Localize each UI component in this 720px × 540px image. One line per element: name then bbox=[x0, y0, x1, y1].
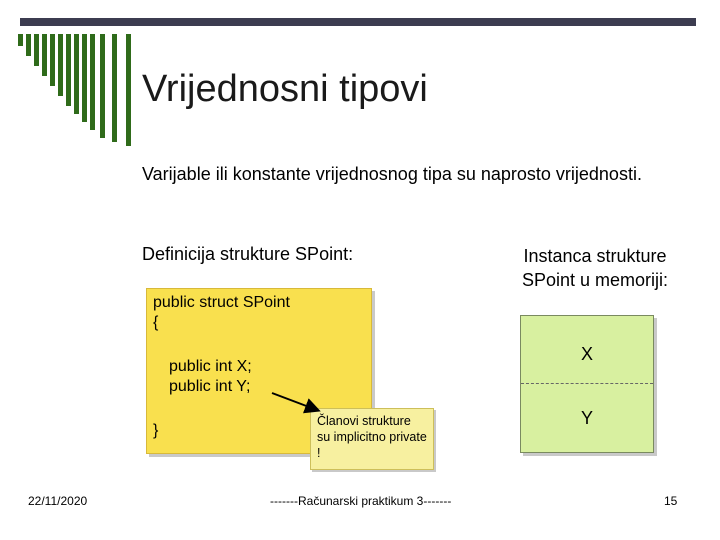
memory-divider bbox=[521, 383, 653, 384]
code-line-field-y: public int Y; bbox=[169, 378, 251, 395]
memory-field-x: X bbox=[580, 344, 593, 364]
definition-label: Definicija strukture SPoint: bbox=[142, 244, 354, 264]
page-number: 15 bbox=[664, 494, 678, 508]
top-bar bbox=[20, 18, 696, 26]
memory-instance-box bbox=[520, 315, 654, 453]
intro-text: Varijable ili konstante vrijednosnog tipa su naprosto vrijednosti. bbox=[142, 164, 642, 184]
code-line-open-brace: { bbox=[153, 314, 159, 331]
slide-title: Vrijednosni tipovi bbox=[142, 68, 428, 110]
note-callout: Članovi strukture su implicitno private ! bbox=[310, 408, 434, 470]
code-line-close-brace: } bbox=[153, 422, 159, 439]
decorative-bars bbox=[18, 34, 138, 146]
code-line-struct: public struct SPoint bbox=[153, 294, 290, 311]
memory-field-y: Y bbox=[580, 408, 593, 428]
code-line-field-x: public int X; bbox=[169, 358, 252, 375]
footer-course: -------Računarski praktikum 3------- bbox=[270, 494, 452, 508]
instance-label: Instanca strukture SPoint u memoriji: bbox=[521, 246, 669, 290]
footer-date: 22/11/2020 bbox=[28, 494, 88, 508]
